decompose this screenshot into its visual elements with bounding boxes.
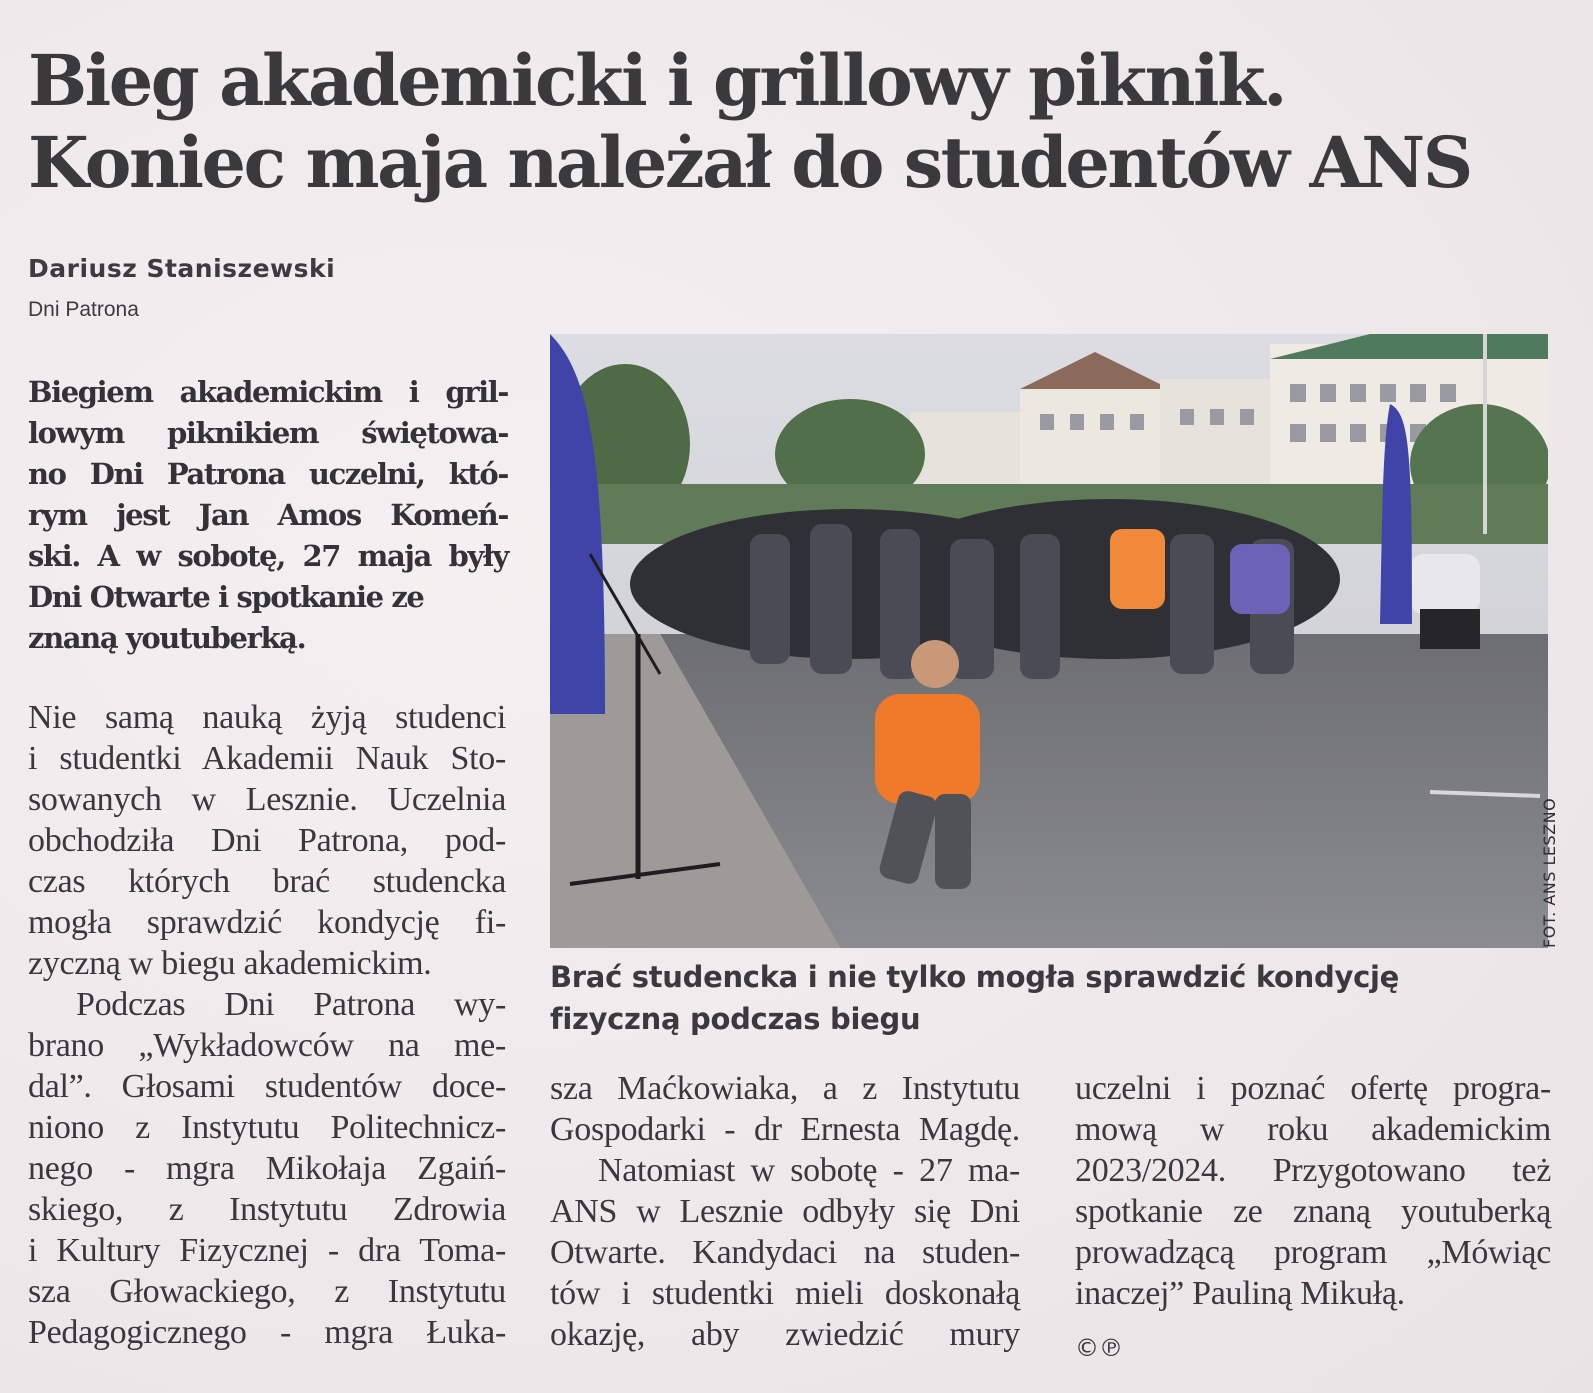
body-line: prowadzącą program „Mówiąc (1075, 1234, 1551, 1271)
headline-line-2: Koniec maja należał do studentów ANS (28, 121, 1471, 204)
body-line: Gospodarki - dr Ernesta Magdę. (550, 1111, 1020, 1148)
copyright-mark: ©℗ (1075, 1334, 1123, 1362)
body-line: Podczas Dni Patrona wy- (76, 986, 506, 1023)
body-line: ANS w Lesznie odbyły się Dni (550, 1193, 1020, 1230)
body-line: czas których brać studencka (28, 863, 506, 900)
body-column-1 (28, 697, 506, 1353)
caption-line-2: fizyczną podczas biegu (550, 1002, 921, 1036)
body-column-3 (1075, 1068, 1551, 1314)
body-line: obchodziła Dni Patrona, pod- (28, 822, 506, 859)
author-byline: Dariusz Staniszewski (28, 254, 336, 283)
lead-line: Biegiem akademickim i gril- (28, 375, 508, 409)
body-column-2 (550, 1068, 1020, 1355)
body-line: inaczej” Pauliną Mikułą. (1075, 1275, 1405, 1312)
body-line: okazję, aby zwiedzić mury (550, 1316, 1020, 1353)
lead-line: rym jest Jan Amos Komeń- (28, 498, 508, 532)
caption-line-1: Brać studencka i nie tylko mogła sprawdzić kondycję (550, 960, 1399, 994)
lead-line: znaną youtuberką. (28, 621, 306, 655)
section-label: Dni Patrona (28, 298, 139, 321)
body-line: spotkanie ze znaną youtuberką (1075, 1193, 1551, 1230)
runners-photo-illustration (550, 334, 1548, 948)
body-line: sza Głowackiego, z Instytutu (28, 1273, 506, 1310)
body-line: skiego, z Instytutu Zdrowia (28, 1191, 506, 1228)
body-line: tów i studentki mieli doskonałą (550, 1275, 1020, 1312)
lead-line: lowym piknikiem świętowa- (28, 416, 508, 450)
lead-line: no Dni Patrona uczelni, któ- (28, 457, 508, 491)
body-line: 2023/2024. Przygotowano też (1075, 1152, 1551, 1189)
body-line: sza Maćkowiaka, a z Instytutu (550, 1070, 1020, 1107)
headline-line-1: Bieg akademicki i grillowy piknik. (28, 39, 1285, 122)
article-photo (550, 334, 1548, 948)
article-lead (28, 372, 508, 659)
lead-line: ski. A w sobotę, 27 maja były (28, 539, 508, 573)
body-line: Pedagogicznego - mgra Łuka- (28, 1314, 506, 1351)
body-line: niono z Instytutu Politechnicz- (28, 1109, 506, 1146)
lead-line: Dni Otwarte i spotkanie ze (28, 580, 424, 614)
body-line: Otwarte. Kandydaci na studen- (550, 1234, 1020, 1271)
body-line: i studentki Akademii Nauk Sto- (28, 740, 506, 777)
body-line: mogła sprawdzić kondycję fi- (28, 904, 506, 941)
body-line: dal”. Głosami studentów doce- (28, 1068, 506, 1105)
article-headline (28, 40, 1548, 204)
body-line: mową w roku akademickim (1075, 1111, 1551, 1148)
body-line: uczelni i poznać ofertę progra- (1075, 1070, 1551, 1107)
body-line: nego - mgra Mikołaja Zgaiń- (28, 1150, 506, 1187)
photo-caption (550, 956, 1540, 1040)
body-line: Natomiast w sobotę - 27 ma- (598, 1152, 1020, 1189)
body-line: brano „Wykładowców na me- (28, 1027, 506, 1064)
body-line: i Kultury Fizycznej - dra Toma- (28, 1232, 506, 1269)
body-line: zyczną w biegu akademickim. (28, 945, 432, 982)
body-line: Nie samą nauką żyją studenci (28, 699, 506, 736)
body-line: sowanych w Lesznie. Uczelnia (28, 781, 506, 818)
photo-credit: FOT. ANS LESZNO (1540, 797, 1559, 948)
